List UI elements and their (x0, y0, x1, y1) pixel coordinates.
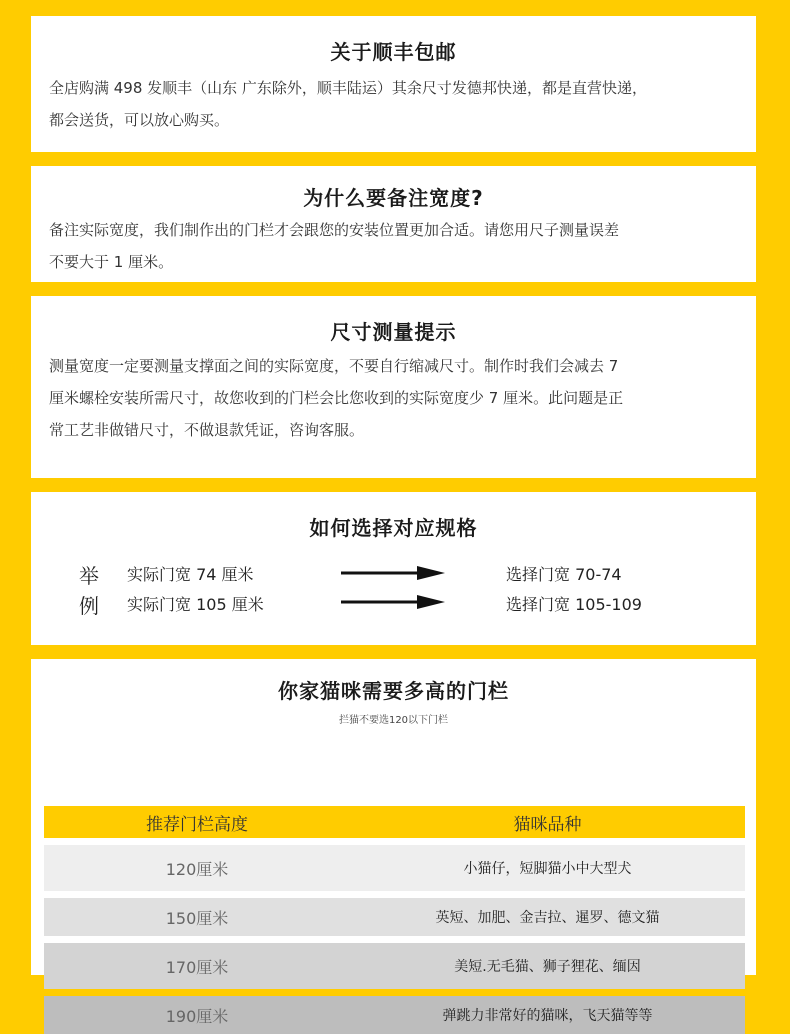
cat-height-subtitle: 拦猫不要选120以下门栏 (338, 715, 449, 726)
measure-title: 尺寸测量提示 (330, 320, 457, 344)
example-label-top: 举 (79, 564, 99, 588)
table-row (44, 943, 745, 989)
width-note-title: 为什么要备注宽度? (303, 186, 484, 210)
select-spec-title: 如何选择对应规格 (309, 516, 478, 540)
header-height: 推荐门栏高度 (146, 814, 248, 835)
width-note-card (31, 166, 756, 282)
example-1-actual: 实际门宽 74 厘米 (127, 565, 254, 584)
row-height: 120厘米 (165, 859, 229, 879)
shipping-text (31, 72, 756, 136)
table-row (44, 845, 745, 891)
row-breeds: 美短.无毛猫、狮子狸花、缅因 (454, 959, 641, 975)
table-row (44, 898, 745, 936)
measure-text (31, 350, 756, 446)
width-note-text (31, 214, 756, 278)
measure-line-1: 测量宽度一定要测量支撑面之间的实际宽度，不要自行缩减尺寸。制作时我们会减去 7 (49, 357, 619, 375)
shipping-card (31, 16, 756, 152)
shipping-line-2: 都会送货，可以放心购买。 (49, 111, 230, 129)
example-1-choose: 选择门宽 70-74 (506, 565, 622, 584)
row-breeds: 小猫仔，短脚猫小中大型犬 (463, 861, 632, 877)
header-breed: 猫咪品种 (513, 814, 582, 835)
shipping-line-1: 全店购满 498 发顺丰（山东 广东除外，顺丰陆运）其余尺寸发德邦快递，都是直营快递， (49, 79, 647, 97)
table-header (44, 806, 745, 838)
row-breeds: 弹跳力非常好的猫咪，飞天猫等等 (442, 1008, 653, 1024)
measure-line-2: 厘米螺栓安装所需尺寸，故您收到的门栏会比您收到的实际宽度少 7 厘米。此问题是正 (49, 389, 624, 407)
cat-height-card (31, 659, 756, 1026)
width-note-line-1: 备注实际宽度，我们制作出的门栏才会跟您的安装位置更加合适。请您用尺子测量误差 (49, 221, 620, 239)
example-2-choose: 选择门宽 105-109 (506, 595, 642, 614)
arrow-right-icon (341, 595, 445, 609)
example-2-actual: 实际门宽 105 厘米 (127, 595, 264, 614)
measure-card (31, 296, 756, 478)
table-row (44, 996, 745, 1034)
measure-line-3: 常工艺非做错尺寸，不做退款凭证，咨询客服。 (49, 421, 365, 439)
cat-height-title: 你家猫咪需要多高的门栏 (278, 679, 509, 703)
row-breeds: 英短、加肥、金吉拉、暹罗、德文猫 (435, 910, 660, 926)
width-note-line-2: 不要大于 1 厘米。 (49, 253, 174, 271)
row-height: 190厘米 (165, 1006, 229, 1026)
arrow-right-icon (341, 566, 445, 580)
shipping-title: 关于顺丰包邮 (330, 40, 457, 64)
row-height: 170厘米 (165, 957, 229, 977)
row-height: 150厘米 (165, 908, 229, 928)
select-spec-card (31, 492, 756, 645)
example-label-bottom: 例 (79, 594, 99, 618)
